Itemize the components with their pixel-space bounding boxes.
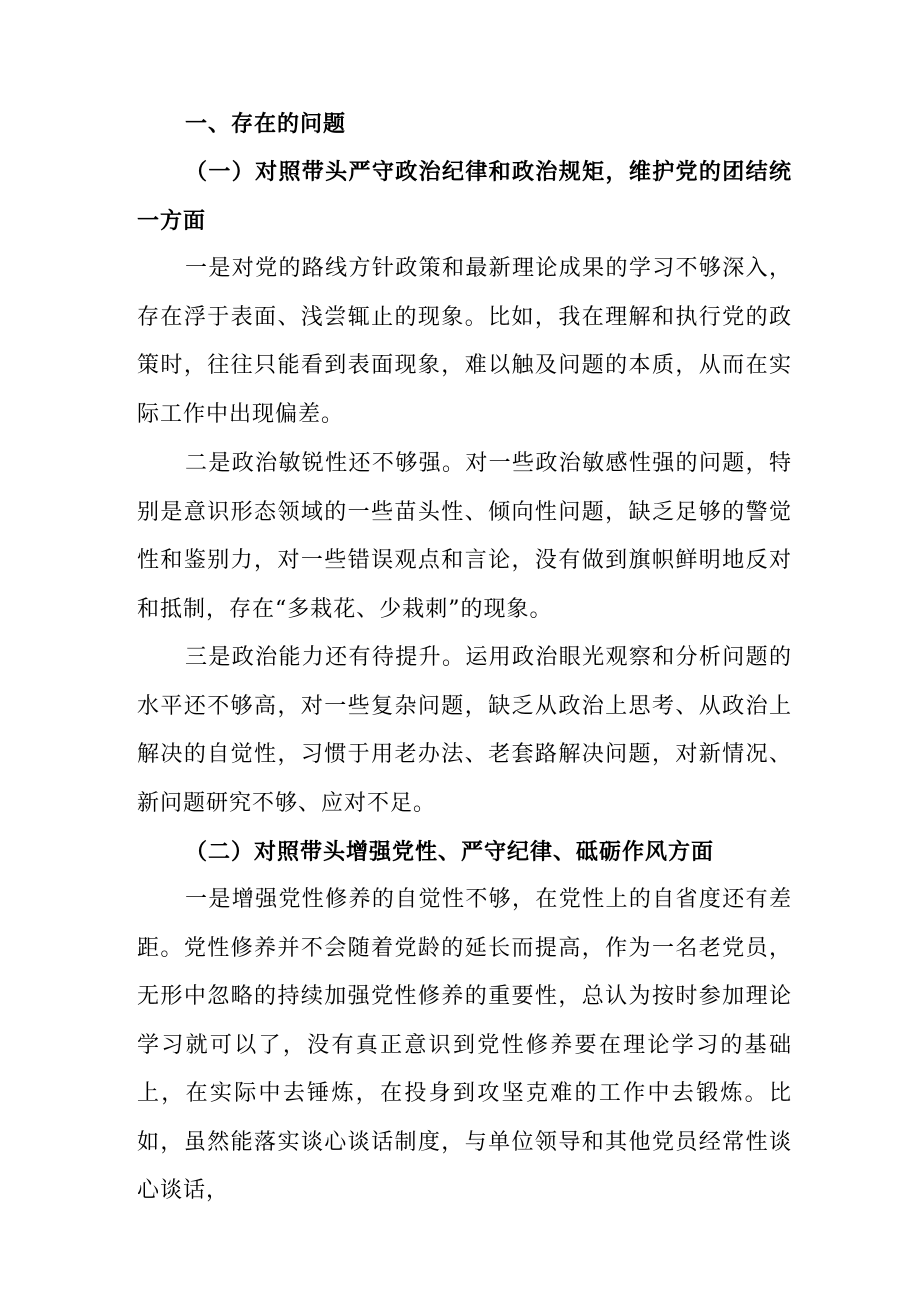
subsection-1-title: （一）对照带头严守政治纪律和政治规矩，维护党的团结统一方面 bbox=[137, 159, 792, 234]
paragraph-2: 二是政治敏锐性还不够强。对一些政治敏感性强的问题，特别是意识形态领域的一些苗头性、倾向性问题，缺乏足够的警觉性和鉴别力，对一些错误观点和言论，没有做到旗帜鲜明地反对和抵制，存在“多栽花、少栽刺”的现象。 bbox=[137, 451, 792, 622]
paragraph-4: 一是增强党性修养的自觉性不够，在党性上的自省度还有差距。党性修养并不会随着党龄的延长而提高，作为一名老党员，无形中忽略的持续加强党性修养的重要性，总认为按时参加理论学习就可以了，没有真正意识到党性修养要在理论学习的基础上，在实际中去锤炼，在投身到攻坚克难的工作中去锻炼。比如，虽然能落实谈心谈话制度，与单位领导和其他党员经常性谈心谈话， bbox=[137, 887, 792, 1203]
paragraph-3: 三是政治能力还有待提升。运用政治眼光观察和分析问题的水平还不够高，对一些复杂问题，缺乏从政治上思考、从政治上解决的自觉性，习惯于用老办法、老套路解决问题，对新情况、新问题研究不够、应对不足。 bbox=[137, 645, 792, 816]
section-title: 一、存在的问题 bbox=[185, 111, 347, 137]
paragraph-1: 一是对党的路线方针政策和最新理论成果的学习不够深入，存在浮于表面、浅尝辄止的现象。比如，我在理解和执行党的政策时，往往只能看到表面现象，难以触及问题的本质，从而在实际工作中出现偏差。 bbox=[137, 256, 792, 427]
subsection-2-title: （二）对照带头增强党性、严守纪律、砥砺作风方面 bbox=[185, 839, 715, 865]
